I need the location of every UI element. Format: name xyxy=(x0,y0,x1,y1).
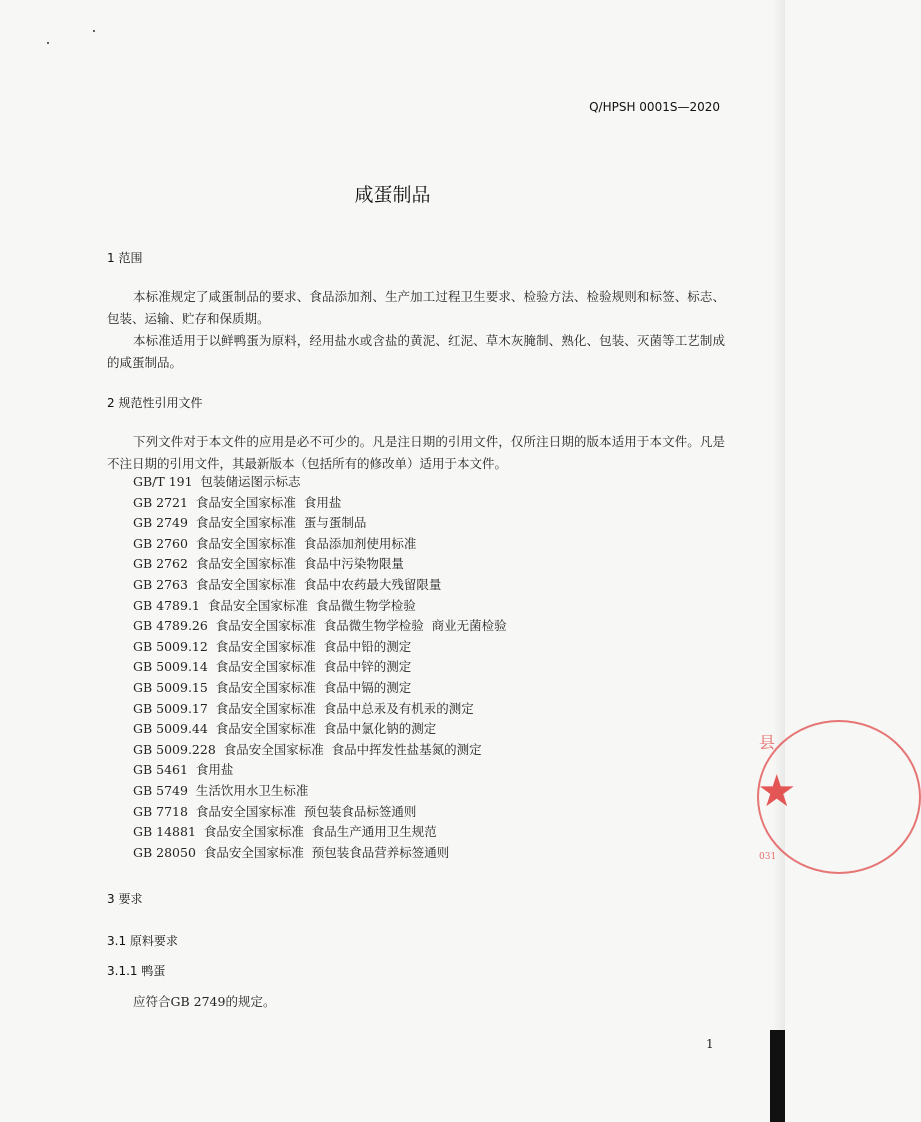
reference-item: GB 5009.44 食品安全国家标准 食品中氯化钠的测定 xyxy=(133,721,437,737)
reference-item: GB 28050 食品安全国家标准 预包装食品营养标签通则 xyxy=(133,844,450,860)
reference-item: GB 5009.14 食品安全国家标准 食品中锌的测定 xyxy=(133,659,412,675)
scan-edge-shadow xyxy=(773,0,785,1122)
page-number: 1 xyxy=(706,1037,714,1051)
reference-item: GB 7718 食品安全国家标准 预包装食品标签通则 xyxy=(133,803,417,819)
section-heading-normative: 2 规范性引用文件 xyxy=(107,396,203,410)
seal-text-fragment: 县 xyxy=(759,733,776,752)
seal-star-icon: ★ xyxy=(757,766,797,817)
reference-item: GB 2760 食品安全国家标准 食品添加剂使用标准 xyxy=(133,535,417,551)
document-title: 咸蛋制品 xyxy=(354,184,431,206)
reference-item: GB 5009.12 食品安全国家标准 食品中铅的测定 xyxy=(133,638,412,654)
document-code: Q/HPSH 0001S—2020 xyxy=(589,100,720,114)
reference-item: GB 2749 食品安全国家标准 蛋与蛋制品 xyxy=(133,515,367,531)
scope-paragraph-1: 本标准规定了咸蛋制品的要求、食品添加剂、生产加工过程卫生要求、检验方法、检验规则和标签、标志、包装、运输、贮存和保质期。 xyxy=(107,289,725,326)
reference-item: GB 2762 食品安全国家标准 食品中污染物限量 xyxy=(133,556,404,572)
reference-item: GB 2721 食品安全国家标准 食用盐 xyxy=(133,494,342,510)
reference-item: GB 5009.228 食品安全国家标准 食品中挥发性盐基氮的测定 xyxy=(133,741,482,757)
reference-item: GB 4789.1 食品安全国家标准 食品微生物学检验 xyxy=(133,597,416,613)
reference-item: GB 5461 食用盐 xyxy=(133,762,234,778)
subsection-heading-raw-materials: 3.1 原料要求 xyxy=(107,934,178,948)
reference-item: GB 5009.17 食品安全国家标准 食品中总汞及有机汞的测定 xyxy=(133,700,474,716)
reference-item: GB 5009.15 食品安全国家标准 食品中镉的测定 xyxy=(133,679,412,695)
reference-item: GB 2763 食品安全国家标准 食品中农药最大残留限量 xyxy=(133,576,442,592)
subsubsection-heading-duck-egg: 3.1.1 鸭蛋 xyxy=(107,964,166,978)
seal-number-fragment: 031 xyxy=(759,852,777,862)
reference-item: GB 14881 食品安全国家标准 食品生产通用卫生规范 xyxy=(133,824,437,840)
reference-item: GB/T 191 包装储运图示标志 xyxy=(133,474,301,489)
reference-list xyxy=(133,472,507,863)
scope-paragraph-2: 本标准适用于以鲜鸭蛋为原料，经用盐水或含盐的黄泥、红泥、草木灰腌制、熟化、包装、灭菌等工艺制成的咸蛋制品。 xyxy=(107,333,725,370)
reference-item: GB 5749 生活饮用水卫生标准 xyxy=(133,782,309,798)
scan-black-bar xyxy=(770,1030,785,1122)
section-heading-scope: 1 范围 xyxy=(107,251,143,265)
red-seal-stamp xyxy=(755,720,797,870)
duck-egg-requirement-text: 应符合GB 2749的规定。 xyxy=(133,994,276,1009)
section-heading-requirements: 3 要求 xyxy=(107,892,143,906)
scan-speck xyxy=(93,30,95,32)
scan-speck xyxy=(47,42,49,44)
reference-item: GB 4789.26 食品安全国家标准 食品微生物学检验 商业无菌检验 xyxy=(133,618,507,634)
normative-intro-paragraph: 下列文件对于本文件的应用是必不可少的。凡是注日期的引用文件，仅所注日期的版本适用于本文件。凡是不注日期的引用文件，其最新版本（包括所有的修改单）适用于本文件。 xyxy=(107,434,725,471)
